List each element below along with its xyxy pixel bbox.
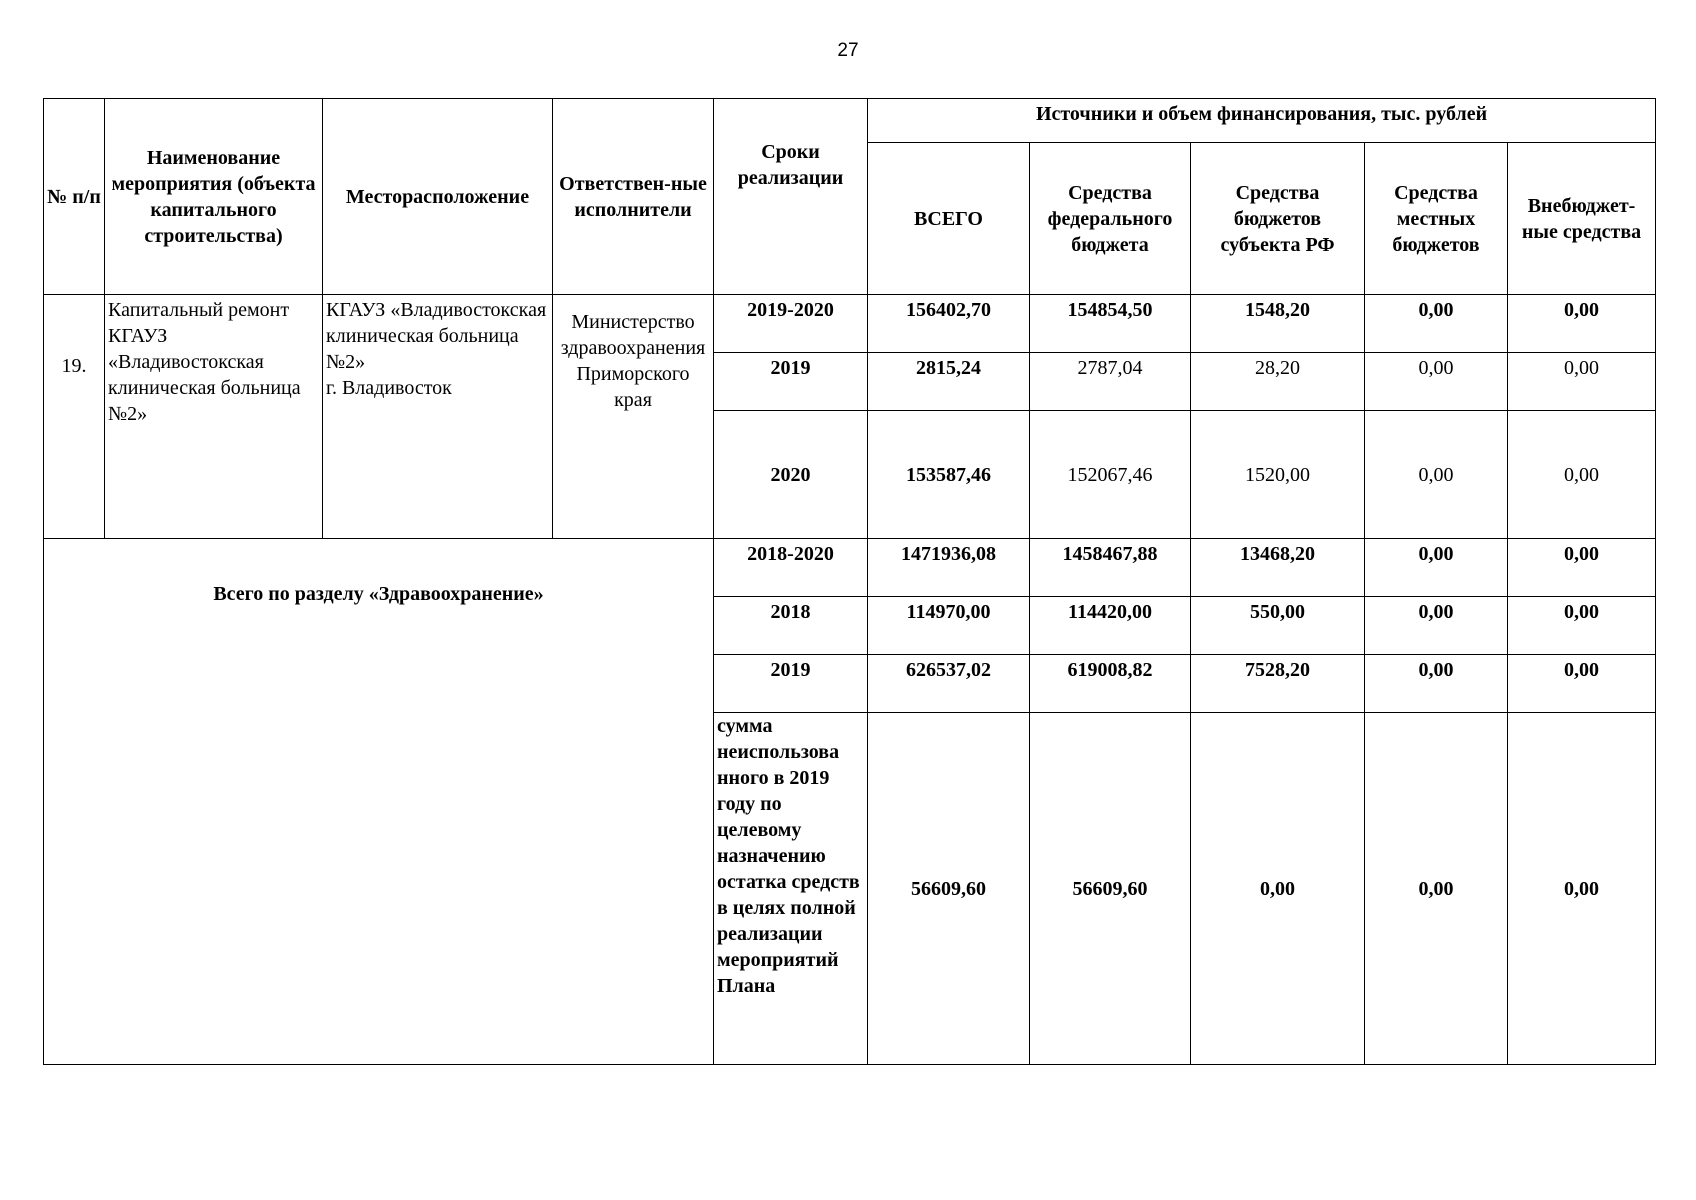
item-responsible: Министерство здравоохранения Приморского края	[553, 295, 714, 539]
col-header-local: Средства местных бюджетов	[1365, 143, 1508, 295]
col-header-sources-group: Источники и объем финансирования, тыс. рублей	[868, 99, 1656, 143]
item-federal: 154854,50	[1030, 295, 1191, 353]
item-period: 2019-2020	[714, 295, 868, 353]
item-federal: 152067,46	[1030, 411, 1191, 539]
total-extra: 0,00	[1508, 713, 1656, 1065]
item-total: 2815,24	[868, 353, 1030, 411]
total-regional: 550,00	[1191, 597, 1365, 655]
total-regional: 0,00	[1191, 713, 1365, 1065]
total-local: 0,00	[1365, 597, 1508, 655]
total-federal: 1458467,88	[1030, 539, 1191, 597]
total-period: 2018-2020	[714, 539, 868, 597]
item-total: 153587,46	[868, 411, 1030, 539]
item-local: 0,00	[1365, 353, 1508, 411]
col-header-extra: Внебюджет-ные средства	[1508, 143, 1656, 295]
col-header-regional: Средства бюджетов субъекта РФ	[1191, 143, 1365, 295]
section-total-title: Всего по разделу «Здравоохранение»	[44, 539, 714, 1065]
total-period-note: сумма неиспользова нного в 2019 году по целевому назначению остатка средств в целях полной реализации мероприятий Плана	[714, 713, 868, 1065]
table-row	[44, 539, 1656, 597]
total-local: 0,00	[1365, 539, 1508, 597]
item-federal: 2787,04	[1030, 353, 1191, 411]
col-header-total: ВСЕГО	[868, 143, 1030, 295]
col-header-num: № п/п	[44, 99, 105, 295]
total-total: 56609,60	[868, 713, 1030, 1065]
col-header-name: Наименование мероприятия (объекта капитального строительства)	[105, 99, 323, 295]
item-location	[323, 295, 553, 539]
item-regional: 28,20	[1191, 353, 1365, 411]
col-header-terms: Сроки реализации	[714, 99, 868, 295]
total-extra: 0,00	[1508, 597, 1656, 655]
total-regional: 7528,20	[1191, 655, 1365, 713]
total-local: 0,00	[1365, 713, 1508, 1065]
total-period: 2018	[714, 597, 868, 655]
item-regional: 1548,20	[1191, 295, 1365, 353]
item-number: 19.	[44, 295, 105, 539]
item-extra: 0,00	[1508, 353, 1656, 411]
item-local: 0,00	[1365, 411, 1508, 539]
col-header-responsible: Ответствен-ные исполнители	[553, 99, 714, 295]
item-period: 2019	[714, 353, 868, 411]
item-extra: 0,00	[1508, 411, 1656, 539]
total-total: 114970,00	[868, 597, 1030, 655]
item-name: Капитальный ремонт КГАУЗ «Владивостокская клиническая больница №2»	[105, 295, 323, 539]
total-federal: 619008,82	[1030, 655, 1191, 713]
item-location-object: КГАУЗ «Владивостокская клиническая больница №2»	[326, 299, 547, 373]
financing-table	[43, 98, 1656, 1065]
item-total: 156402,70	[868, 295, 1030, 353]
col-header-location: Месторасположение	[323, 99, 553, 295]
item-local: 0,00	[1365, 295, 1508, 353]
col-header-federal: Средства федерального бюджета	[1030, 143, 1191, 295]
table-row	[44, 295, 1656, 353]
total-local: 0,00	[1365, 655, 1508, 713]
total-federal: 56609,60	[1030, 713, 1191, 1065]
page-number: 27	[837, 40, 859, 61]
header-row-1	[44, 99, 1656, 143]
total-extra: 0,00	[1508, 539, 1656, 597]
total-period: 2019	[714, 655, 868, 713]
item-extra: 0,00	[1508, 295, 1656, 353]
total-regional: 13468,20	[1191, 539, 1365, 597]
item-regional: 1520,00	[1191, 411, 1365, 539]
total-federal: 114420,00	[1030, 597, 1191, 655]
item-location-city: г. Владивосток	[326, 377, 452, 399]
item-period: 2020	[714, 411, 868, 539]
total-extra: 0,00	[1508, 655, 1656, 713]
total-total: 626537,02	[868, 655, 1030, 713]
total-total: 1471936,08	[868, 539, 1030, 597]
